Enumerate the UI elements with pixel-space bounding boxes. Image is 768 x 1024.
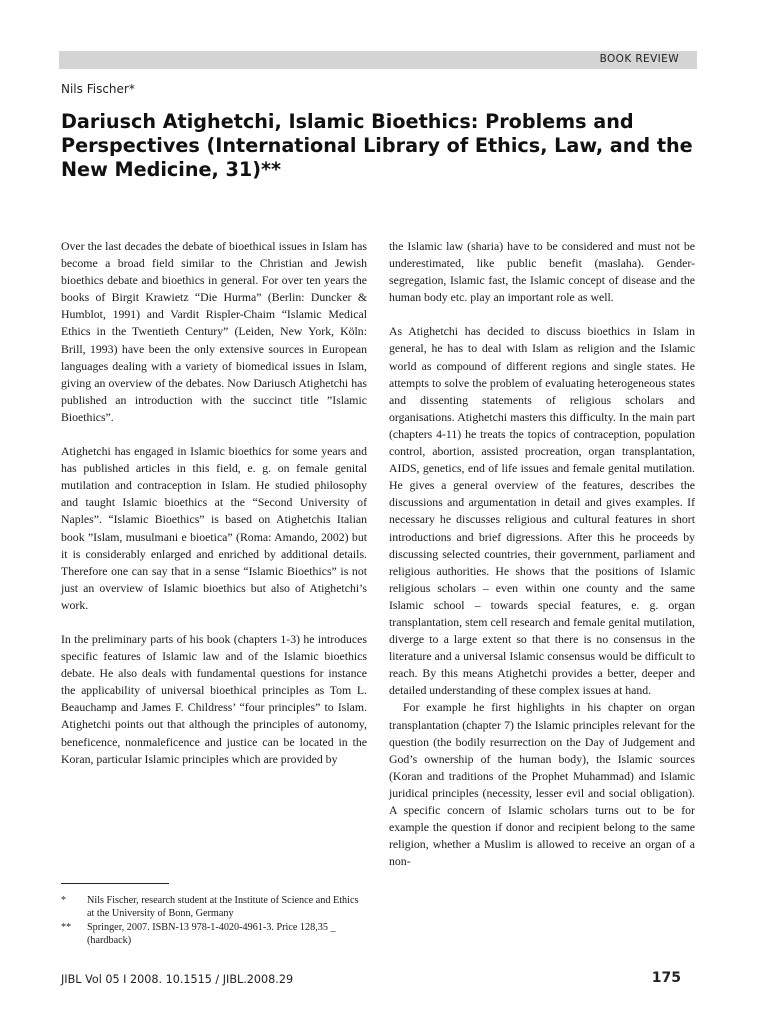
footnotes (61, 895, 367, 949)
journal-reference: JIBL Vol 05 I 2008. 10.1515 / JIBL.2008.29 (61, 973, 294, 986)
footnote-mark: * (61, 895, 67, 906)
paragraph: Over the last decades the debate of bioethical issues in Islam has become a broad field similar to the Christian and Jewish bioethics debate and bioethics in general. For over ten years the books of Birgit Krawietz “Die Hurma” (Berlin: Duncker & Humblot, 1991) and Vardit Rispler-Chaim “Islamic Medical Ethics in the Twentieth Century” (Leiden, New York, Köln: Brill, 1993) have been the only extensive sources in European languages dealing with a variety of biomedical issues in Islam, giving an overview of the debates. Now Dariusch Atighetchi has published an introduction with the succinct title ”Islamic Bioethics”. (61, 239, 367, 424)
paragraph: In the preliminary parts of his book (chapters 1-3) he introduces specific features of Islamic law and of the Islamic bioethics debate. He also deals with fundamental questions for instance the applicability of universal bioethical principles as Tom L. Beauchamp and James F. Childress’ “four principles” to Islam. Atighetchi points out that although the principles of autonomy, beneficence, nonmaleficence and justice can be located in the Koran, particular Islamic principles which are provided by (61, 631, 367, 766)
footnote-mark: ** (61, 922, 72, 933)
author-name: Nils Fischer* (61, 82, 135, 96)
paragraph: Atighetchi has engaged in Islamic bioethics for some years and has published articles in this field, e. g. on female genital mutilation and contraception in Islam. He studied philosophy and taught Islamic bioethics at the “Second University of Naples”. “Islamic Bioethics” is based on Atighetchis Italian book ”Islam, musulmani e bioetica” (Roma: Amando, 2002) but it is considerably enlarged and enriched by additional details. Therefore one can say that in a sense “Islamic Bioethics” is not just an overview of Islamic bioethics but also of Atighetchi’s work. (61, 444, 367, 612)
left-column (61, 238, 367, 785)
right-column (389, 238, 695, 870)
footnote (61, 895, 367, 920)
footnote-divider (61, 883, 169, 884)
section-label: BOOK REVIEW (599, 53, 679, 65)
header-bar (59, 51, 697, 69)
paragraph: For example he first highlights in his chapter on organ transplantation (chapter 7) the Islamic principles relevant for the question (the bodily resurrection on the Day of Judgement and God’s ownership of the human body), the Islamic sources (Koran and traditions of the Prophet Muhammad) and Islamic juridical principles (necessity, lesser evil and social obligation). A specific concern of Islamic scholars turns out to be for example the question if donor and recipient belong to the same religion, whether a Muslim is allowed to receive an organ of a non- (389, 700, 695, 869)
footnote-text: Nils Fischer, research student at the Institute of Science and Ethics at the University of Bonn, Germany (87, 895, 359, 919)
footnote (61, 922, 367, 947)
paragraph: the Islamic law (sharia) have to be considered and must not be underestimated, like public benefit (maslaha). Gender-segregation, Islamic fast, the Islamic concept of disease and the human body etc. play an important role as well. (389, 239, 695, 305)
article-title: Dariusch Atighetchi, Islamic Bioethics: Problems and Perspectives (International Library of Ethics, Law, and the New Medicine, 31)** (61, 110, 693, 181)
footnote-text: Springer, 2007. ISBN-13 978-1-4020-4961-3. Price 128,35 _ (hardback) (87, 922, 336, 946)
paragraph: As Atighetchi has decided to discuss bioethics in Islam in general, he has to deal with Islam as religion and the Islamic world as compound of different regions and single states. He attempts to solve the problem of evaluating heterogeneous states and dissenting statements of religious scholars and organisations. Atighetchi masters this difficulty. In the main part (chapters 4-11) he treats the topics of contraception, population control, abortion, assisted procreation, organ transplantation, AIDS, genetics, end of life issues and female genital mutilation. He gives a general overview of the features, describes the discussions and argumentation in detail and gives examples. If necessary he discusses religious and cultural features in short introductions and brief digressions. After this he proceeds by discussing selected countries, their government, parliament and religious authorities. He shows that the positions of Islamic religious scholars – even within one county and the same Islamic school – towards special features, e. g. organ transplantation, stem cell research and female genital mutilation, diverge to a large extent so that there is no consensus in the literature and a universal Islamic consensus would be difficult to reach. By this means Atighetchi provides a better, deeper and detailed understanding of these complex issues at hand. (389, 324, 695, 698)
page-number: 175 (651, 970, 681, 986)
